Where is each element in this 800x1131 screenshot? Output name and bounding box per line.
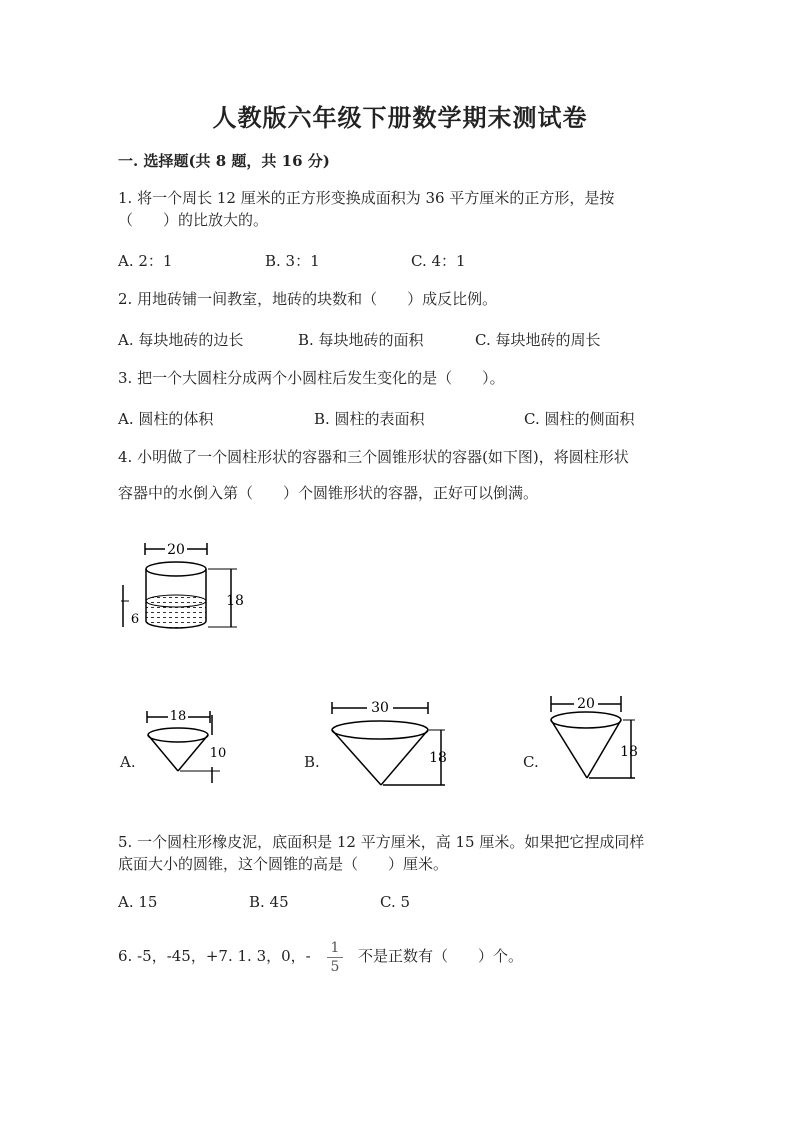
q4-line2: 容器中的水倒入第（ ）个圆锥形状的容器，正好可以倒满。 (118, 484, 539, 502)
q1-option-b: B. 3：1 (265, 252, 320, 270)
q5-line2: 底面大小的圆锥，这个圆锥的高是（ ）厘米。 (118, 855, 449, 873)
q2-option-b: B. 每块地砖的面积 (298, 331, 424, 349)
cone-a-diameter-label: 18 (169, 709, 187, 724)
cone-b-height-label: 18 (429, 750, 447, 766)
cone-c-figure (543, 690, 643, 785)
cone-a-height-label: 10 (209, 746, 227, 761)
q6-fraction-bar (327, 957, 343, 958)
q1-option-c: C. 4：1 (411, 252, 466, 270)
q1-option-a: A. 2：1 (118, 252, 173, 270)
cylinder-height-label: 18 (226, 593, 244, 609)
q3-option-c: C. 圆柱的侧面积 (524, 410, 635, 428)
q6-fraction-numerator: 1 (330, 940, 340, 956)
q5-option-b: B. 45 (249, 893, 289, 911)
cylinder-figure (115, 535, 245, 645)
q6-fraction (326, 940, 344, 975)
cone-b-figure (325, 698, 455, 793)
q2-option-a: A. 每块地砖的边长 (118, 331, 244, 349)
q1-line1: 1. 将一个周长 12 厘米的正方形变换成面积为 36 平方厘米的正方形，是按 (118, 189, 615, 207)
q5-option-c: C. 5 (380, 893, 411, 911)
q3-option-a: A. 圆柱的体积 (118, 410, 214, 428)
cylinder-diameter-label: 20 (167, 542, 185, 558)
section-heading: 一. 选择题(共 8 题，共 16 分) (118, 152, 330, 170)
q4-line1: 4. 小明做了一个圆柱形状的容器和三个圆锥形状的容器(如下图)，将圆柱形状 (118, 448, 629, 466)
q6-fraction-denominator: 5 (330, 959, 340, 975)
cone-b-diameter-label: 30 (371, 700, 389, 716)
cone-a-figure (140, 705, 240, 785)
q5-line1: 5. 一个圆柱形橡皮泥，底面积是 12 平方厘米，高 15 厘米。如果把它捏成同样 (118, 833, 645, 851)
q1-line2: （ ）的比放大的。 (118, 211, 269, 229)
q3-text: 3. 把一个大圆柱分成两个小圆柱后发生变化的是（ ）。 (118, 369, 505, 387)
page-title: 人教版六年级下册数学期末测试卷 (212, 103, 588, 132)
cylinder-water-label: 6 (130, 612, 140, 627)
q6-prefix: 6. -5，-45，+7. 1. 3，0，- (118, 947, 311, 965)
cone-c-diameter-label: 20 (577, 696, 595, 712)
q2-option-c: C. 每块地砖的周长 (475, 331, 601, 349)
q5-option-a: A. 15 (118, 893, 158, 911)
q4-cone-c-label: C. (523, 753, 539, 771)
cone-c-height-label: 18 (620, 744, 638, 760)
q3-option-b: B. 圆柱的表面积 (314, 410, 425, 428)
q2-text: 2. 用地砖铺一间教室，地砖的块数和（ ）成反比例。 (118, 290, 498, 308)
q6-suffix: 不是正数有（ ）个。 (358, 947, 524, 965)
q4-cone-b-label: B. (304, 753, 320, 771)
q4-cone-a-label: A. (120, 753, 136, 771)
